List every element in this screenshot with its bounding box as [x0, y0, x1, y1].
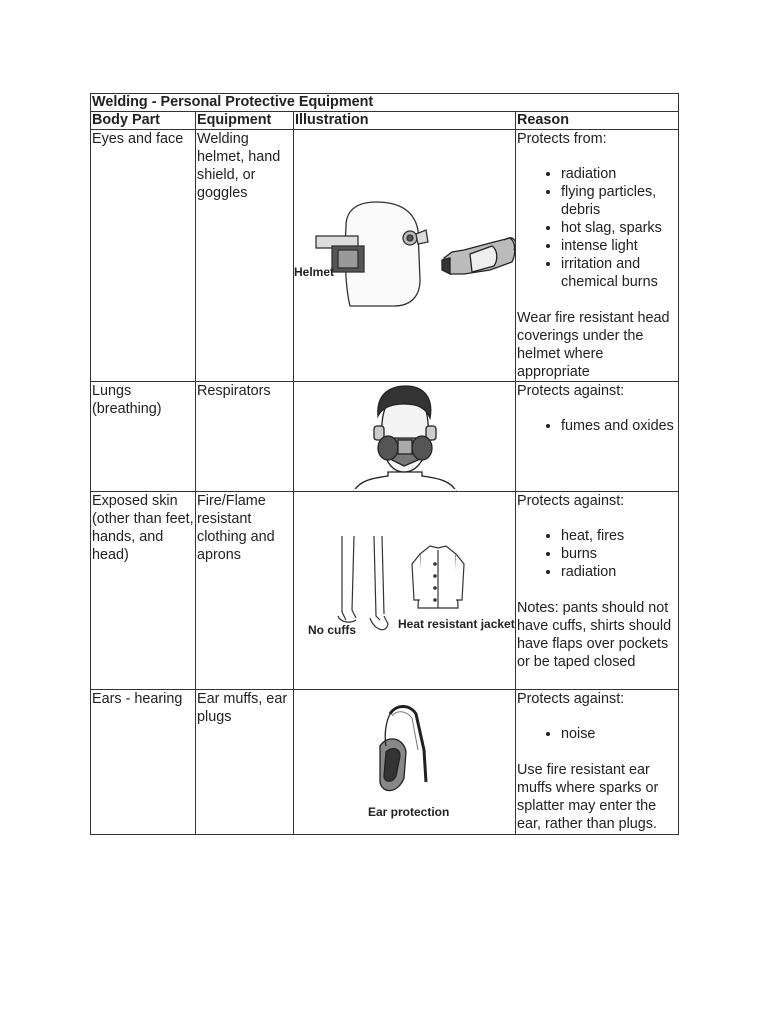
table-row [91, 492, 679, 690]
header-body-part: Body Part [91, 112, 196, 130]
welding-helmet-icon [316, 202, 428, 306]
reason-list [517, 725, 677, 743]
list-item: • fumes and oxides [561, 417, 677, 435]
jacket-label: Heat resistant jacket [398, 617, 515, 631]
list-item: • noise [561, 725, 677, 743]
header-equipment: Equipment [196, 112, 294, 130]
table-row [91, 382, 679, 492]
helmet-goggles-illustration [294, 130, 516, 379]
header-illustration: Illustration [294, 112, 516, 130]
list-item: • radiation [561, 165, 677, 183]
body-part-cell: Ears - hearing [91, 690, 196, 835]
illustration-cell [294, 382, 516, 492]
illustration-cell [294, 492, 516, 690]
reason-cell [516, 690, 679, 835]
table-row [91, 690, 679, 835]
equipment-cell: Respirators [196, 382, 294, 492]
reason-intro: Protects from: [517, 131, 607, 147]
body-part-cell: Lungs (breathing) [91, 382, 196, 492]
reason-list [517, 417, 677, 435]
list-item: • flying particles, debris [561, 183, 677, 219]
reason-intro: Protects against: [517, 691, 625, 707]
ear-protection-label: Ear protection [368, 805, 450, 819]
jacket-icon [412, 546, 464, 608]
ear-protection-illustration [294, 690, 516, 834]
header-reason: Reason [516, 112, 679, 130]
respirator-illustration [294, 382, 516, 491]
helmet-label: Helmet [294, 265, 335, 279]
goggles-icon [442, 238, 516, 274]
list-item: • radiation [561, 563, 677, 581]
reason-list [517, 165, 677, 291]
list-item: • hot slag, sparks [561, 219, 677, 237]
table-row [91, 130, 679, 382]
list-item: • heat, fires [561, 527, 677, 545]
reason-note: Notes: pants should not have cuffs, shirts should have flaps over pockets or be taped closed [517, 600, 672, 670]
ppe-table [90, 93, 679, 835]
pants-icon [338, 536, 388, 630]
reason-cell [516, 382, 679, 492]
reason-intro: Protects against: [517, 383, 625, 399]
body-part-cell: Exposed skin (other than feet, hands, and head) [91, 492, 196, 690]
equipment-cell: Fire/Flame resistant clothing and aprons [196, 492, 294, 690]
reason-note: Use fire resistant ear muffs where sparks or splatter may enter the ear, rather than plugs. [517, 762, 659, 832]
reason-intro: Protects against: [517, 493, 625, 509]
respirator-icon [354, 386, 456, 491]
reason-cell [516, 492, 679, 690]
list-item: • irritation and chemical burns [561, 255, 677, 291]
list-item: • burns [561, 545, 677, 563]
equipment-cell: Ear muffs, ear plugs [196, 690, 294, 835]
reason-list [517, 527, 677, 581]
body-part-cell: Eyes and face [91, 130, 196, 382]
ear-muffs-icon [380, 707, 426, 791]
table-title: Welding - Personal Protective Equipment [91, 94, 679, 112]
reason-cell [516, 130, 679, 382]
illustration-cell [294, 690, 516, 835]
reason-note: Wear fire resistant head coverings under the helmet where appropriate [517, 310, 670, 380]
illustration-cell [294, 130, 516, 382]
no-cuffs-label: No cuffs [308, 623, 356, 637]
clothing-illustration [294, 492, 516, 689]
list-item: • intense light [561, 237, 677, 255]
equipment-cell: Welding helmet, hand shield, or goggles [196, 130, 294, 382]
